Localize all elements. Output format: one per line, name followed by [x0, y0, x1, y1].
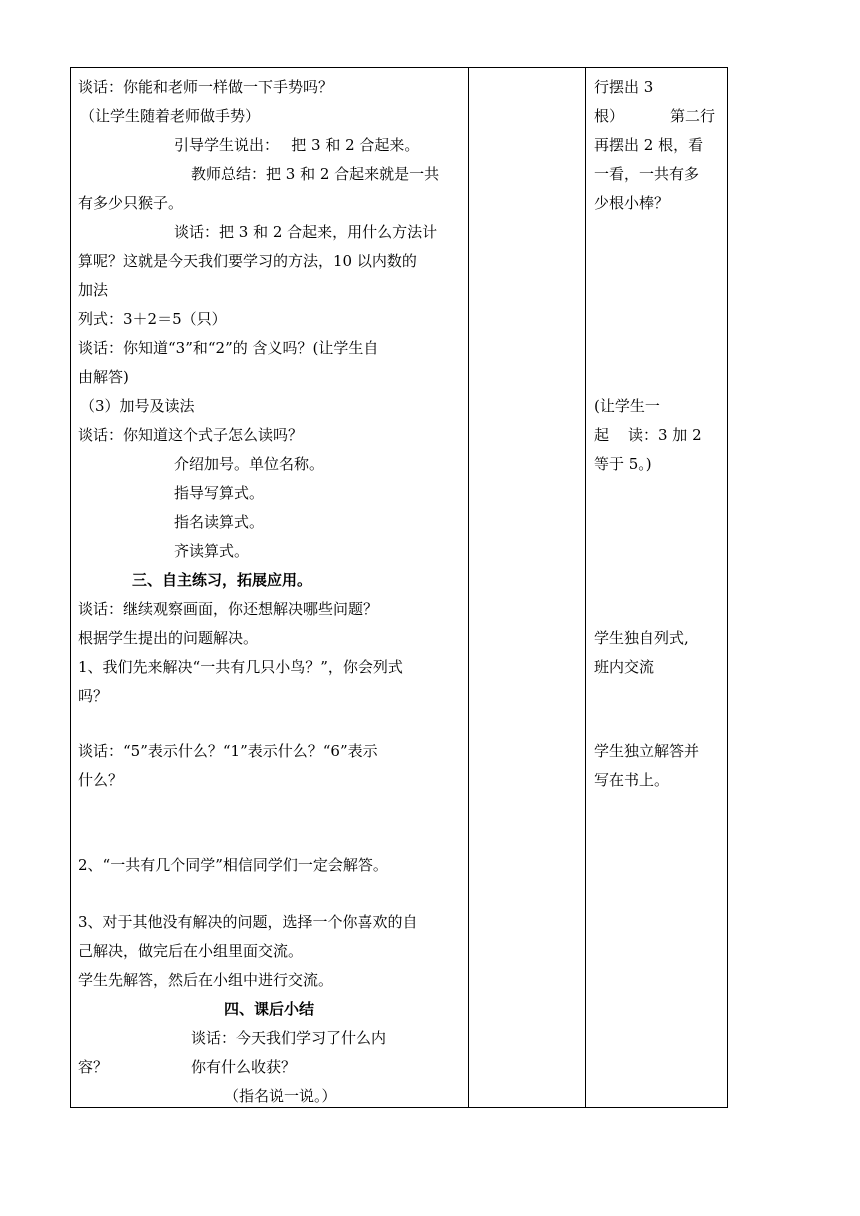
text-line: 己解决，做完后在小组里面交流。: [78, 942, 304, 960]
text-line: 学生先解答，然后在小组中进行交流。: [78, 971, 334, 989]
text-line: 1、我们先来解决“一共有几只小鸟？”，你会列式: [78, 658, 403, 676]
column-divider-1: [468, 68, 469, 1107]
student-activity-line: 再摆出 2 根，看: [594, 136, 704, 154]
text-line: 容？: [78, 1058, 109, 1076]
subheading: （3）加号及读法: [80, 397, 195, 415]
section-heading: 四、课后小结: [224, 1000, 315, 1018]
text-line: 指导写算式。: [174, 484, 265, 502]
column-divider-2: [585, 68, 586, 1107]
text-line: 什么？: [78, 771, 124, 789]
text-line: 谈话：你能和老师一样做一下手势吗？: [78, 78, 334, 96]
text-line: 齐读算式。: [174, 542, 250, 560]
student-activity-line: 一看，一共有多: [594, 165, 700, 183]
student-activity-line: 学生独自列式,: [594, 629, 689, 647]
text-line: 谈话：你知道这个式子怎么读吗？: [78, 426, 304, 444]
student-activity-line: (让学生一: [594, 397, 660, 415]
text-line: 引导学生说出： 把 3 和 2 合起来。: [174, 136, 420, 154]
student-activity-line: 根）: [594, 107, 625, 125]
student-activity-line: 行摆出 3: [594, 78, 654, 96]
student-activity-line: 班内交流: [594, 658, 655, 676]
student-activity-line: 起: [594, 426, 610, 444]
student-activity-line: 写在书上。: [594, 771, 670, 789]
text-line: （让学生随着老师做手势）: [80, 107, 261, 125]
student-activity-line: 读：3 加 2: [628, 426, 702, 444]
student-activity-line: 第二行: [670, 107, 716, 125]
text-line: 吗？: [78, 687, 109, 705]
student-activity-line: 学生独立解答并: [594, 742, 700, 760]
text-line: 谈话：“5”表示什么？“1”表示什么？“6”表示: [78, 742, 378, 760]
text-line: 谈话：把 3 和 2 合起来，用什么方法计: [174, 223, 438, 241]
text-line: 加法: [78, 281, 109, 299]
text-line: 由解答): [78, 368, 129, 386]
text-line: 谈话：今天我们学习了什么内: [191, 1029, 387, 1047]
text-line: 介绍加号。单位名称。: [174, 455, 325, 473]
text-line: 算呢？这就是今天我们要学习的方法，10 以内数的: [78, 252, 417, 270]
text-line: 谈话：继续观察画面，你还想解决哪些问题？: [78, 600, 379, 618]
section-heading: 三、自主练习，拓展应用。: [132, 571, 313, 589]
text-line: 谈话：你知道“3”和“2”的 含义吗？(让学生自: [78, 339, 379, 357]
text-line: 有多少只猴子。: [78, 194, 184, 212]
text-line: 根据学生提出的问题解决。: [78, 629, 259, 647]
student-activity-line: 少根小棒？: [594, 194, 670, 212]
text-line: 指名读算式。: [174, 513, 265, 531]
text-line: （指名说一说。）: [224, 1087, 337, 1105]
formula-line: 列式：3＋2＝5（只）: [78, 310, 227, 328]
text-line: 3、对于其他没有解决的问题，选择一个你喜欢的自: [78, 913, 418, 931]
text-line: 你有什么收获？: [191, 1058, 297, 1076]
text-line: 2、“一共有几个同学”相信同学们一定会解答。: [78, 856, 388, 874]
student-activity-line: 等于 5。): [594, 455, 652, 473]
text-line: 教师总结：把 3 和 2 合起来就是一共: [191, 165, 440, 183]
